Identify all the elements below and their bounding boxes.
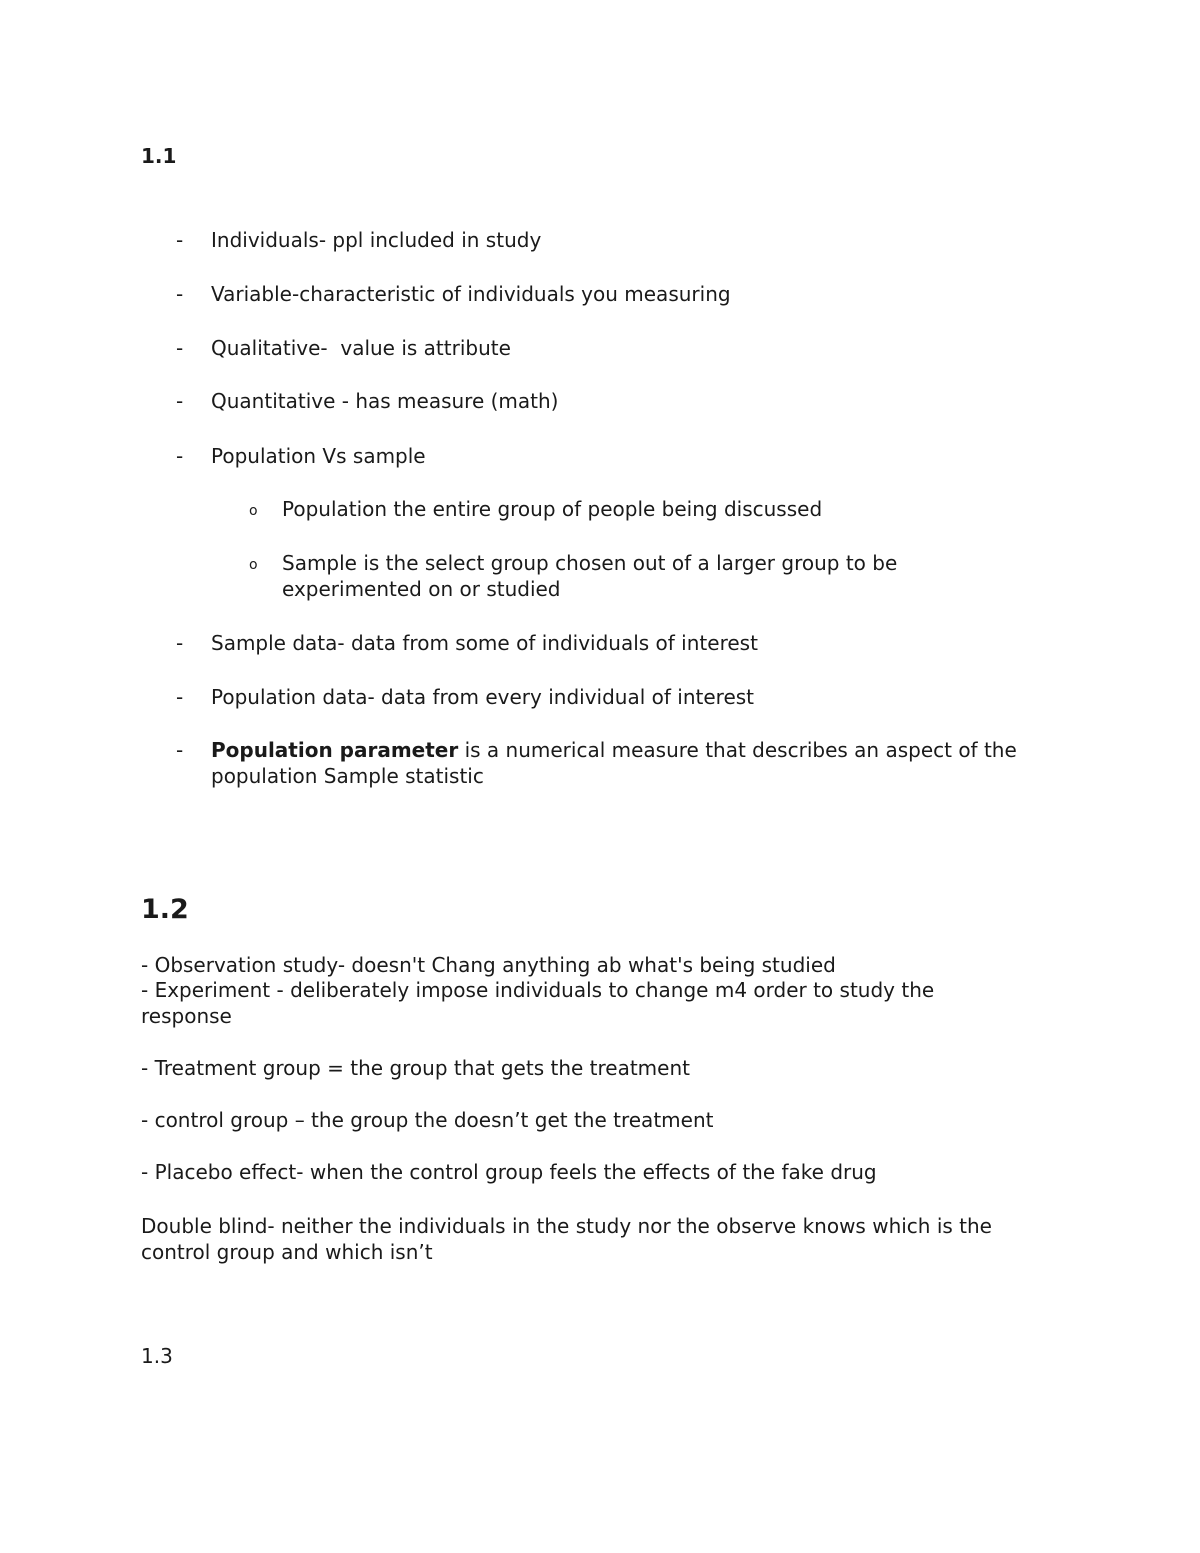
bullet-dash: - — [176, 336, 184, 360]
bullet-dash: - — [176, 282, 184, 306]
definition-population-parameter: is a numerical measure that describes an aspect of the population Sample statistic — [211, 738, 1017, 788]
bullet-population-data: Population data- data from every individual of interest — [211, 685, 755, 709]
bullet-dash: - — [176, 444, 184, 468]
bullet-qualitative: Qualitative- value is attribute — [211, 336, 511, 360]
bullet-dash: - — [176, 228, 184, 252]
paragraph-double-blind: Double blind- neither the individuals in the study nor the observe knows which is the control group and which isn’t — [141, 1214, 992, 1264]
paragraph-treatment-group: - Treatment group = the group that gets the treatment — [141, 1056, 690, 1080]
section-heading-1-1: 1.1 — [141, 144, 177, 168]
bullet-quantitative: Quantitative - has measure (math) — [211, 389, 559, 413]
term-population-parameter: Population parameter — [211, 738, 459, 762]
sub-bullet-marker: o — [249, 503, 258, 519]
bullet-sample-data: Sample data- data from some of individuals of interest — [211, 631, 758, 655]
bullet-dash: - — [176, 685, 184, 709]
paragraph-observation: - Observation study- doesn't Chang anything ab what's being studied — [141, 953, 836, 977]
bullet-individuals: Individuals- ppl included in study — [211, 228, 542, 252]
bullet-variable: Variable-characteristic of individuals you measuring — [211, 282, 731, 306]
bullet-dash: - — [176, 389, 184, 413]
paragraph-experiment: - Experiment - deliberately impose individuals to change m4 order to study the response — [141, 978, 935, 1028]
sub-bullet-population: Population the entire group of people being discussed — [282, 497, 823, 521]
sub-bullet-sample: Sample is the select group chosen out of a larger group to be experimented on or studied — [282, 551, 898, 601]
sub-bullet-marker: o — [249, 557, 258, 573]
paragraph-placebo-effect: - Placebo effect- when the control group feels the effects of the fake drug — [141, 1160, 877, 1184]
bullet-population-parameter — [211, 737, 1051, 789]
bullet-population-vs-sample: Population Vs sample — [211, 444, 426, 468]
paragraph-control-group: - control group – the group the doesn’t get the treatment — [141, 1108, 714, 1132]
section-heading-1-2: 1.2 — [141, 894, 189, 925]
section-heading-1-3: 1.3 — [141, 1344, 173, 1368]
bullet-dash: - — [176, 738, 184, 762]
bullet-dash: - — [176, 631, 184, 655]
